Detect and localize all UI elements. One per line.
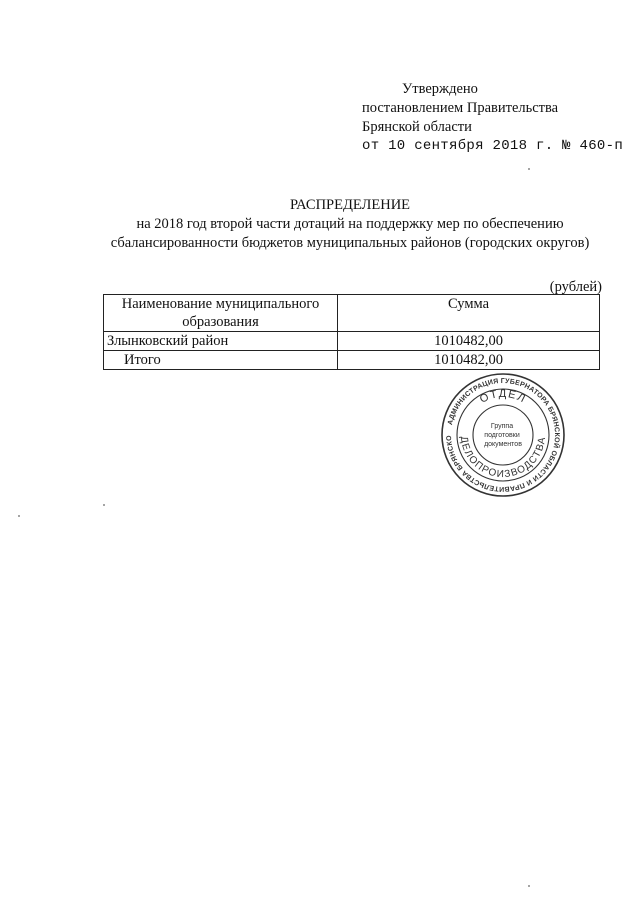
approval-date-number: от 10 сентября 2018 г. № 460-п	[362, 138, 624, 154]
table-total-row	[104, 351, 600, 370]
approval-block	[362, 80, 623, 156]
svg-text:ДЕЛОПРОИЗВОДСТВА: ДЕЛОПРОИЗВОДСТВА	[457, 435, 549, 481]
scan-speck	[528, 168, 530, 170]
scan-speck	[103, 504, 105, 506]
official-stamp	[440, 372, 566, 498]
column-header-amount: Сумма	[338, 295, 600, 332]
stamp-seal	[440, 372, 566, 498]
total-label: Итого	[104, 351, 338, 370]
document-subtitle: на 2018 год второй части дотаций на поддержку мер по обеспечению сбалансированности бюджетов муниципальных районов (городских округов)	[110, 216, 590, 251]
table-row	[104, 332, 600, 351]
approval-region: Брянской области	[362, 119, 472, 135]
scan-speck	[18, 515, 20, 517]
document-heading	[100, 196, 600, 253]
municipality-name: Злынковский район	[104, 332, 338, 351]
distribution-table	[103, 294, 600, 370]
units-label: (рублей)	[549, 279, 602, 295]
document-title: РАСПРЕДЕЛЕНИЕ	[289, 197, 411, 213]
svg-text:Группа подготовки: Группа подготовки документов	[484, 423, 522, 448]
svg-text:АДМИНИСТРАЦИЯ ГУБЕРНАТОРА БРЯН: АДМИНИСТРАЦИЯ ГУБЕРНАТОРА БРЯНСКОЙ ОБЛАСТИ И ПРАВИТЕЛЬСТВА БРЯНСКО	[445, 377, 561, 493]
column-header-municipality: Наименование муниципального образования	[104, 295, 338, 332]
scan-speck	[528, 885, 530, 887]
svg-text:ОТДЕЛ: ОТДЕЛ	[477, 387, 529, 406]
approval-title: Утверждено	[402, 81, 478, 97]
approval-issuer: постановлением Правительства	[362, 100, 559, 116]
amount-value: 1010482,00	[338, 332, 600, 351]
table-header-row	[104, 295, 600, 332]
total-amount: 1010482,00	[338, 351, 600, 370]
